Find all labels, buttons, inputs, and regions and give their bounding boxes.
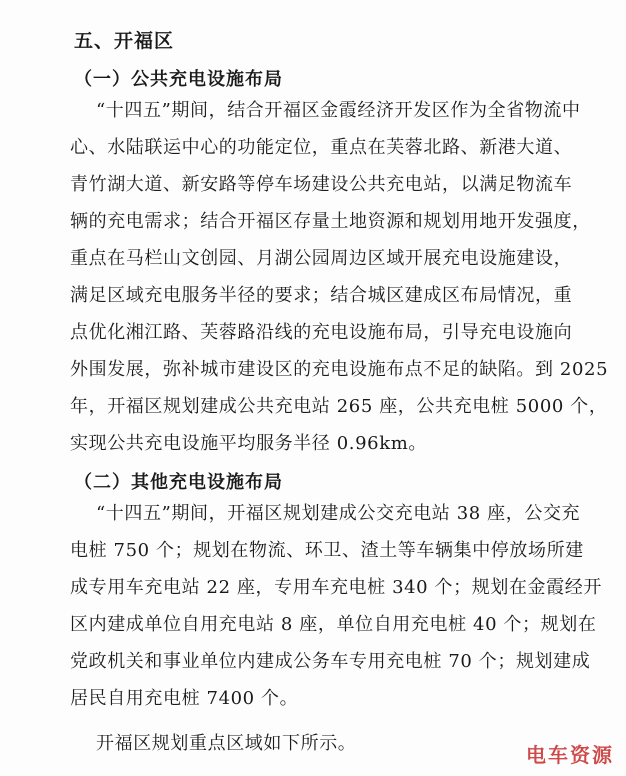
paragraph-line: 党政机关和事业单位内建成公务车专用充电桩 70 个；规划建成 — [70, 651, 591, 672]
paragraph-line: 成专用车充电站 22 座，专用车充电桩 340 个；规划在金霞经开 — [70, 577, 602, 598]
paragraph-line: 满足区域充电服务半径的要求；结合城区建成区布局情况，重 — [70, 285, 573, 306]
paragraph-line: 心、水陆联运中心的功能定位，重点在芙蓉北路、新港大道、 — [70, 137, 573, 158]
paragraph-line: 年，开福区规划建成公共充电站 265 座，公共充电桩 5000 个， — [70, 396, 608, 417]
section-heading: 五、开福区 — [74, 30, 175, 52]
paragraph-line: “十四五”期间，开福区规划建成公交充电站 38 座，公交充 — [96, 503, 581, 524]
paragraph-line: 电桩 750 个；规划在物流、环卫、渣土等车辆集中停放场所建 — [70, 540, 584, 561]
watermark-logo: 电车资源 — [526, 743, 614, 767]
paragraph-line: 区内建成单位自用充电站 8 座，单位自用充电桩 40 个；规划在 — [70, 614, 597, 635]
paragraph-line: 重点在马栏山文创园、月湖公园周边区域开展充电设施建设， — [70, 248, 573, 269]
subsection-title-public: （一）公共充电设施布局 — [74, 69, 283, 90]
paragraph-line: 点优化湘江路、芙蓉路沿线的充电设施布局，引导充电设施向 — [70, 322, 573, 343]
paragraph-line: 居民自用充电桩 7400 个。 — [70, 688, 299, 709]
paragraph-line: “十四五”期间，结合开福区金霞经济开发区作为全省物流中 — [96, 100, 581, 121]
paragraph-line: 实现公共充电设施平均服务半径 0.96km。 — [70, 433, 427, 454]
subsection-title-other: （二）其他充电设施布局 — [74, 472, 283, 493]
paragraph-line: 外围发展，弥补城市建设区的充电设施布点不足的缺陷。到 2025 — [70, 359, 609, 380]
paragraph-line: 青竹湖大道、新安路等停车场建设公共充电站，以满足物流车 — [70, 174, 573, 195]
paragraph-line: 辆的充电需求；结合开福区存量土地资源和规划用地开发强度， — [70, 211, 591, 232]
closing-line: 开福区规划重点区域如下所示。 — [96, 733, 357, 754]
